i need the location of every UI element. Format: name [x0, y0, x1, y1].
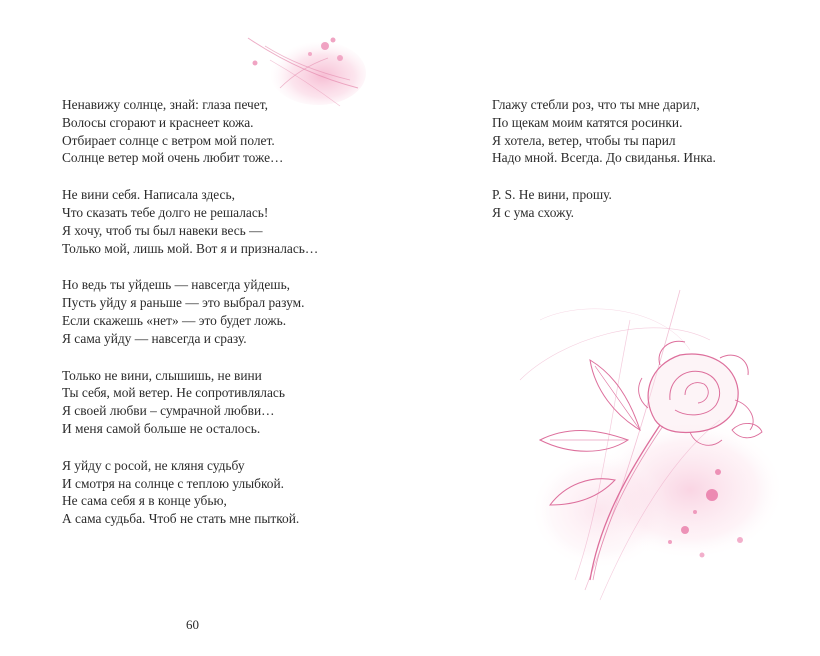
- poem-line: Ты себя, мой ветер. Не сопротивлялась: [62, 385, 285, 401]
- stanza: [492, 186, 716, 222]
- poem-line: Только не вини, слышишь, не вини: [62, 367, 262, 383]
- poem-line: Не сама себя я в конце убью,: [62, 493, 227, 509]
- poem-text-left: [62, 96, 318, 547]
- poem-line: Солнце ветер мой очень любит тоже…: [62, 150, 284, 166]
- poem-line: А сама судьба. Чтоб не стать мне пыткой.: [62, 511, 300, 527]
- stanza: [62, 367, 318, 438]
- poem-line: Я своей любви – сумрачной любви…: [62, 403, 275, 419]
- poem-line: Что сказать тебе долго не решалась!: [62, 204, 269, 220]
- poem-line: Я хотела, ветер, чтобы ты парил: [492, 132, 676, 148]
- poem-line: Если скажешь «нет» — это будет ложь.: [62, 312, 287, 328]
- poem-line: Ненавижу солнце, знай: глаза печет,: [62, 97, 268, 112]
- rose-illustration-icon: [480, 280, 780, 610]
- poem-line: P. S. Не вини, прошу.: [492, 187, 612, 203]
- page-number: 60: [186, 617, 199, 632]
- poem-line: Я с ума схожу.: [492, 204, 575, 220]
- stanza: [62, 186, 318, 257]
- poem-line: Не вини себя. Написала здесь,: [62, 187, 235, 203]
- poem-line: Я сама уйду — навсегда и сразу.: [62, 330, 247, 346]
- poem-line: Только мой, лишь мой. Вот я и призналась…: [62, 240, 319, 256]
- right-page: [410, 0, 820, 656]
- poem-line: Глажу стебли роз, что ты мне дарил,: [492, 97, 700, 112]
- poem-line: Отбирает солнце с ветром мой полет.: [62, 132, 275, 148]
- stanza: [62, 96, 318, 167]
- poem-line: Волосы сгорают и краснеет кожа.: [62, 114, 254, 130]
- poem-line: Я хочу, чтоб ты был навеки весь —: [62, 222, 263, 238]
- poem-line: Я уйду с росой, не кляня судьбу: [62, 457, 245, 473]
- stanza: [62, 276, 318, 347]
- poem-line: По щекам моим катятся росинки.: [492, 114, 683, 130]
- poem-line: Пусть уйду я раньше — это выбрал разум.: [62, 295, 305, 311]
- watercolor-splash-icon: [240, 18, 370, 108]
- poem-line: И меня самой больше не осталось.: [62, 420, 261, 436]
- poem-line: Надо мной. Всегда. До свиданья. Инка.: [492, 150, 716, 166]
- poem-line: И смотря на солнце с теплою улыбкой.: [62, 475, 285, 491]
- poem-text-right: [492, 96, 716, 241]
- stanza: [492, 96, 716, 167]
- stanza: [62, 457, 318, 528]
- poem-line: Но ведь ты уйдешь — навсегда уйдешь,: [62, 277, 291, 293]
